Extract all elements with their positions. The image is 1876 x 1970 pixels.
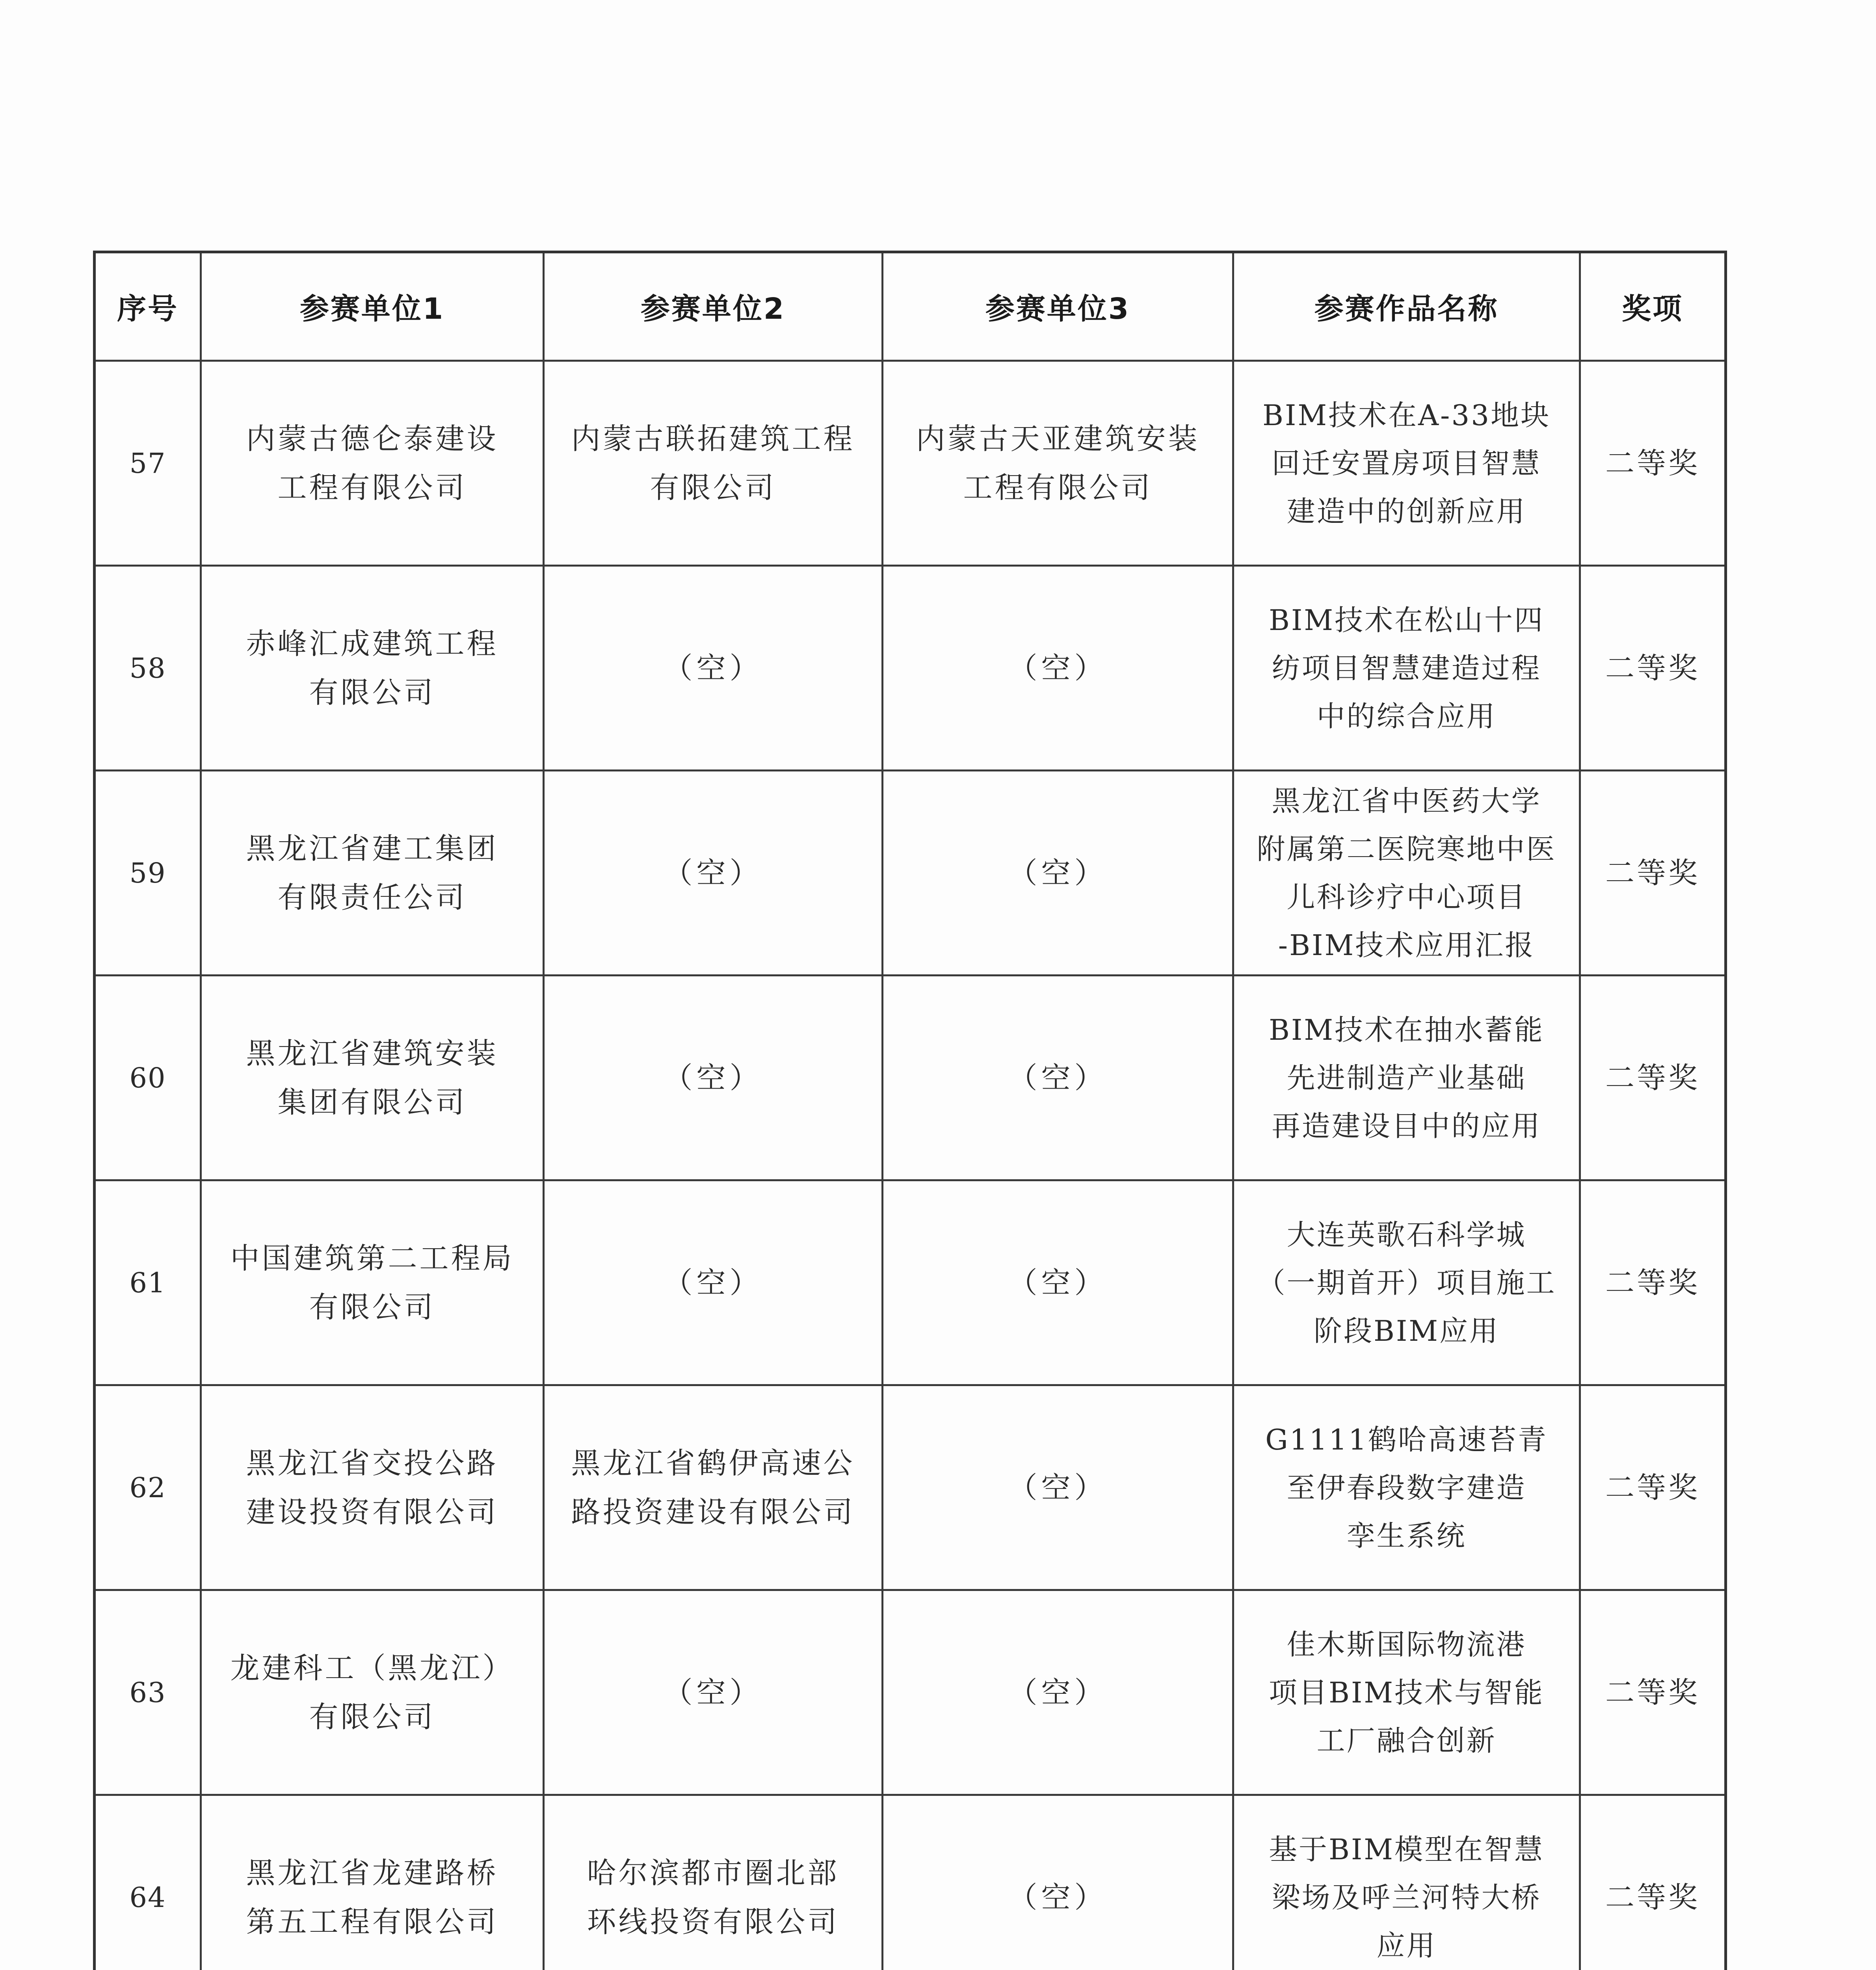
cell-no: 59: [95, 771, 201, 976]
cell-unit-2: [544, 771, 883, 976]
table-row: [95, 771, 1726, 976]
cell-line: 内蒙古天亚建筑安装: [916, 422, 1200, 456]
cell-no: 62: [95, 1385, 201, 1590]
cell-line: 有限公司: [309, 1700, 435, 1734]
cell-line: 应用: [1376, 1929, 1437, 1962]
table-row: [95, 566, 1726, 771]
cell-line: 第五工程有限公司: [246, 1905, 498, 1939]
cell-line: 环线投资有限公司: [587, 1905, 839, 1939]
cell-unit-1: [201, 976, 544, 1180]
cell-unit-3: [883, 566, 1233, 771]
cell-line: 集团有限公司: [277, 1085, 467, 1119]
cell-line: 工厂融合创新: [1316, 1724, 1497, 1757]
cell-line: （空）: [663, 856, 763, 890]
cell-line: 有限责任公司: [277, 880, 467, 914]
cell-line: （空）: [1008, 1675, 1108, 1710]
cell-line: （空）: [663, 651, 763, 685]
cell-line: 工程有限公司: [277, 470, 467, 505]
cell-work-title: [1233, 361, 1580, 566]
cell-line: 黑龙江省龙建路桥: [246, 1856, 498, 1890]
cell-line: 赤峰汇成建筑工程: [246, 626, 498, 661]
cell-unit-1: [201, 1180, 544, 1385]
cell-line: 有限公司: [309, 1290, 435, 1324]
cell-no: 57: [95, 361, 201, 566]
cell-line: 有限公司: [309, 675, 435, 710]
cell-line: 黑龙江省建工集团: [246, 831, 498, 866]
cell-no: 58: [95, 566, 201, 771]
table-header: [95, 252, 1726, 361]
cell-line: 孪生系统: [1346, 1519, 1467, 1552]
cell-unit-2: [544, 566, 883, 771]
cell-line: 阶段BIM应用: [1313, 1314, 1500, 1347]
header-prize: 奖项: [1580, 252, 1726, 361]
cell-work-title: [1233, 1795, 1580, 1970]
cell-line: 黑龙江省建筑安装: [246, 1036, 498, 1070]
cell-unit-2: [544, 361, 883, 566]
header-no: 序号: [95, 252, 201, 361]
cell-unit-1: [201, 1590, 544, 1795]
cell-work-title: [1233, 1385, 1580, 1590]
cell-line: BIM技术在松山十四: [1268, 603, 1545, 637]
cell-line: 内蒙古德仑泰建设: [246, 422, 498, 456]
table-row: [95, 976, 1726, 1180]
cell-unit-1: [201, 1795, 544, 1970]
table-row: [95, 1385, 1726, 1590]
cell-unit-3: [883, 1180, 1233, 1385]
cell-unit-3: [883, 361, 1233, 566]
cell-line: 佳木斯国际物流港: [1287, 1628, 1526, 1661]
header-work-title: 参赛作品名称: [1233, 252, 1580, 361]
cell-line: 附属第二医院寒地中医: [1257, 832, 1556, 866]
cell-prize: 二等奖: [1580, 1590, 1726, 1795]
cell-work-title: [1233, 1180, 1580, 1385]
cell-line: （空）: [663, 1675, 763, 1710]
table-row: [95, 361, 1726, 566]
cell-unit-3: [883, 1385, 1233, 1590]
awards-table: [93, 251, 1727, 1970]
cell-line: 有限公司: [650, 470, 776, 505]
cell-unit-2: [544, 1385, 883, 1590]
header-unit-3: 参赛单位3: [883, 252, 1233, 361]
cell-line: （空）: [1008, 1470, 1108, 1505]
cell-line: 内蒙古联拓建筑工程: [571, 422, 855, 456]
cell-line: （空）: [1008, 651, 1108, 685]
cell-work-title: [1233, 771, 1580, 976]
cell-unit-3: [883, 1590, 1233, 1795]
cell-no: 64: [95, 1795, 201, 1970]
cell-unit-2: [544, 1795, 883, 1970]
cell-unit-1: [201, 771, 544, 976]
cell-unit-3: [883, 976, 1233, 1180]
cell-line: （空）: [1008, 1880, 1108, 1914]
cell-line: 至伊春段数字建造: [1287, 1471, 1526, 1504]
cell-line: 中的综合应用: [1316, 699, 1497, 733]
cell-prize: 二等奖: [1580, 771, 1726, 976]
cell-line: 基于BIM模型在智慧: [1268, 1832, 1545, 1866]
cell-line: （空）: [1008, 856, 1108, 890]
cell-line: BIM技术在A-33地块: [1262, 398, 1551, 432]
cell-line: 梁场及呼兰河特大桥: [1272, 1881, 1541, 1914]
cell-line: BIM技术在抽水蓄能: [1268, 1013, 1545, 1046]
cell-line: 先进制造产业基础: [1287, 1061, 1526, 1095]
cell-line: 路投资建设有限公司: [571, 1495, 855, 1529]
cell-line: 大连英歌石科学城: [1287, 1218, 1526, 1251]
cell-line: 黑龙江省鹤伊高速公: [571, 1446, 855, 1480]
cell-work-title: [1233, 566, 1580, 771]
cell-line: 建设投资有限公司: [246, 1495, 498, 1529]
cell-unit-2: [544, 1180, 883, 1385]
cell-unit-2: [544, 1590, 883, 1795]
table-row: [95, 1590, 1726, 1795]
cell-line: 工程有限公司: [963, 470, 1153, 505]
table-row: [95, 1795, 1726, 1970]
cell-unit-1: [201, 1385, 544, 1590]
cell-line: G1111鹤哈高速苔青: [1265, 1423, 1548, 1456]
cell-unit-1: [201, 361, 544, 566]
cell-line: 建造中的创新应用: [1287, 494, 1526, 528]
cell-unit-1: [201, 566, 544, 771]
cell-work-title: [1233, 1590, 1580, 1795]
cell-line: 中国建筑第二工程局: [230, 1241, 514, 1275]
cell-line: 回迁安置房项目智慧: [1272, 446, 1541, 480]
header-unit-1: 参赛单位1: [201, 252, 544, 361]
cell-line: 哈尔滨都市圈北部: [587, 1856, 839, 1890]
cell-prize: 二等奖: [1580, 1180, 1726, 1385]
header-row: [95, 252, 1726, 361]
cell-unit-3: [883, 771, 1233, 976]
table-body: [95, 361, 1726, 1970]
cell-unit-3: [883, 1795, 1233, 1970]
cell-line: 项目BIM技术与智能: [1268, 1676, 1545, 1709]
cell-work-title: [1233, 976, 1580, 1180]
cell-prize: 二等奖: [1580, 566, 1726, 771]
cell-line: 黑龙江省交投公路: [246, 1446, 498, 1480]
table-row: [95, 1180, 1726, 1385]
cell-no: 61: [95, 1180, 201, 1385]
cell-line: 再造建设目中的应用: [1272, 1109, 1541, 1143]
cell-prize: 二等奖: [1580, 1795, 1726, 1970]
cell-line: （一期首开）项目施工: [1257, 1266, 1556, 1299]
cell-line: （空）: [1008, 1266, 1108, 1300]
cell-line: 黑龙江省中医药大学: [1272, 784, 1541, 818]
cell-unit-2: [544, 976, 883, 1180]
cell-line: （空）: [1008, 1061, 1108, 1095]
cell-line: 儿科诊疗中心项目: [1287, 880, 1526, 914]
cell-line: （空）: [663, 1266, 763, 1300]
cell-no: 60: [95, 976, 201, 1180]
cell-prize: 二等奖: [1580, 361, 1726, 566]
cell-no: 63: [95, 1590, 201, 1795]
cell-line: 纺项目智慧建造过程: [1272, 651, 1541, 685]
cell-line: （空）: [663, 1061, 763, 1095]
cell-prize: 二等奖: [1580, 976, 1726, 1180]
cell-line: -BIM技术应用汇报: [1278, 928, 1535, 962]
cell-prize: 二等奖: [1580, 1385, 1726, 1590]
cell-line: 龙建科工（黑龙江）: [230, 1651, 514, 1685]
header-unit-2: 参赛单位2: [544, 252, 883, 361]
